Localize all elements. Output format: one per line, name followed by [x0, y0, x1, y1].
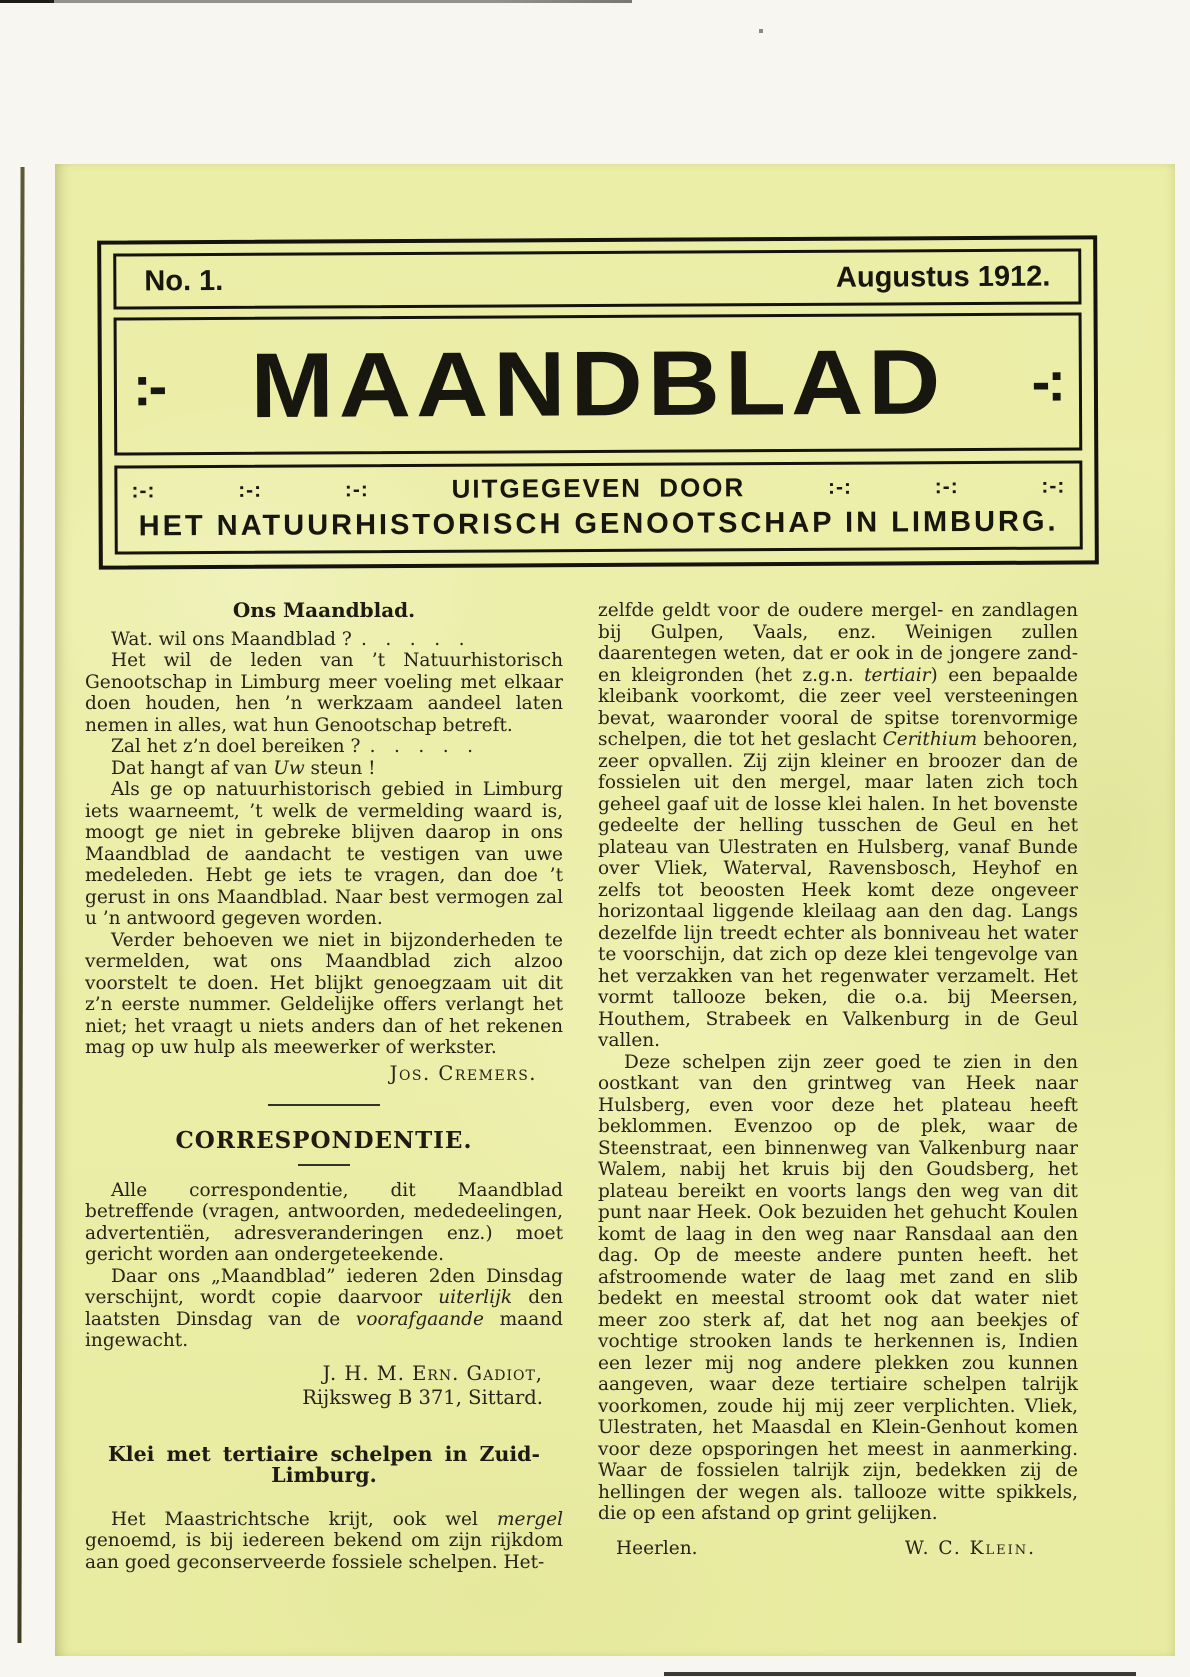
- issue-date: Augustus 1912.: [835, 260, 1051, 294]
- title-box: [114, 312, 1083, 455]
- masthead: [97, 235, 1099, 569]
- column-left: [85, 600, 563, 1573]
- article1-signature: Jos. Cremers.: [389, 1061, 537, 1085]
- publisher-ornament: :-:: [934, 474, 959, 498]
- paragraph: Wat. wil ons Maandblad ? . . . . .: [111, 628, 465, 650]
- publisher-ornament: :-:: [131, 478, 156, 502]
- paragraph: Het wil de leden van ’t Natuurhistorisch Genootschap in Limburg meer voeling met elkaar doen houden, hen ’n werkzaam aandeel laten nemen in alles, wat hun Genootschap betreft.: [85, 650, 563, 736]
- publisher-ornament: :-:: [344, 477, 369, 501]
- article3-body: [85, 1509, 563, 1574]
- paragraph: Als ge op natuurhistorisch gebied in Limburg iets waarneemt, ’t welk de vermelding waard is, moogt ge niet in gebreke blijven daarop in ons Maandblad de aandacht te vestigen van uwe medeleden. Hebt ge iets te vragen, dan doe ’t gerust in ons Maandblad. Naar best vermogen zal u ’n antwoord gegeven worden.: [85, 779, 563, 929]
- ornament-left: :-: [132, 354, 165, 418]
- publisher-line1: UITGEGEVEN DOOR: [451, 472, 746, 504]
- scan-left-edge-line: [17, 167, 24, 1643]
- publisher-line2: HET NATUURHISTORISCH GENOOTSCHAP IN LIMBURG.: [138, 505, 1059, 543]
- masthead-title: MAANDBLAD: [250, 330, 946, 438]
- paragraph: Daar ons „Maandblad” iederen 2den Dinsdag verschijnt, wordt copie daarvoor uiterlijk den laatsten Dinsdag van de voorafgaande maand ingewacht.: [85, 1265, 563, 1351]
- publisher-box: [114, 460, 1082, 554]
- publisher-ornament: :-:: [238, 478, 263, 502]
- paragraph: Alle correspondentie, dit Maandblad betreffende (vragen, antwoorden, mededeelingen, advertentiën, adresveranderingen enz.) moet gericht worden aan ondergeteekende.: [85, 1179, 563, 1265]
- ornament-right: -:: [1031, 349, 1064, 413]
- footer-author: W. C. Klein.: [904, 1537, 1036, 1559]
- article2-signature: [85, 1362, 563, 1410]
- signature-address: Rijksweg B 371, Sittard.: [302, 1385, 543, 1409]
- article1-heading: Ons Maandblad.: [232, 598, 416, 622]
- scan-top-edge-line: [0, 0, 632, 3]
- article3-heading: Klei met tertiaire schelpen in Zuid-Limburg.: [107, 1441, 541, 1487]
- scan-speckles: [0, 0, 2, 2]
- issue-number: No. 1.: [144, 264, 224, 297]
- signature-name: J. H. M. Ern. Gadiot,: [322, 1361, 543, 1385]
- paragraph: Dat hangt af van Uw steun !: [111, 757, 376, 779]
- publisher-ornament: :-:: [827, 475, 853, 499]
- article-footer: [598, 1538, 1078, 1560]
- article2-body: [85, 1180, 563, 1352]
- section-divider: [268, 1104, 380, 1106]
- paragraph: Zal het z’n doel bereiken ? . . . . .: [111, 736, 474, 757]
- article2-heading: CORRESPONDENTIE.: [175, 1127, 473, 1154]
- paragraph: zelfde geldt voor de oudere mergel- en zandlagen bij Gulpen, Vaals, enz. Weinigen zullen daarentegen weten, dat er ook in de jongere zand- en kleigronden (het z.g.n. tertiair) een bepaalde kleibank voorkomt, die zeer veel versteeningen bevat, waaronder vooral de spitse torenvormige schelpen, die tot het geslacht Cerithium behooren, zeer opvallen. Zij zijn kleiner en broozer dan de fossielen uit den mergel, maar laten zich toch geheel gaaf uit de losse klei halen. In het bovenste gedeelte der helling tusschen de Geul en het plateau van Ulestraten en Hulsberg, vanaf Bunde over Vliek, Waterval, Ravensbosch, Heyhof en zelfs tot beoosten Heek komt deze ongeveer horizontaal liggende kleilaag aan den dag. Langs dezelfde lijn treedt echter als bonniveau het water te voorschijn, dat zich op deze klei tengevolge van het verzakken van het regenwater verzamelt. Het vormt tallooze beken, die o.a. bij Meersen, Houthem, Strabeek en Valkenburg in de Geul vallen.: [598, 600, 1079, 1051]
- scan-bottom-edge-line: [664, 1672, 1136, 1676]
- publisher-row: [131, 471, 1065, 507]
- right-column-body: [598, 600, 1078, 1525]
- paragraph: Verder behoeven we niet in bijzonderheden te vermelden, wat ons Maandblad zich alzoo voorstelt te doen. Het blijkt genoegzaam uit dit z’n eerste nummer. Geldelijke offers verlangt het niet; het vraagt u niets anders dan of het rekenen mag op uw hulp als meewerker of werkster.: [85, 929, 563, 1058]
- publisher-ornament: :-:: [1041, 474, 1066, 498]
- paragraph: Het Maastrichtsche krijt, ook wel mergel genoemd, is bij iedereen bekend om zijn rijkdom aan goed geconserveerde fossiele schelpen. Het-: [85, 1508, 563, 1573]
- column-right: [598, 600, 1078, 1559]
- paper: [55, 164, 1175, 1656]
- paragraph: Deze schelpen zijn zeer goed te zien in den oostkant van den grintweg van Heek naar Hulsberg, even voor deze het plateau heeft beklommen. Evenzoo op de plek, waar de Steenstraat, een binnenweg van Valkenburg naar Walem, nabij het kruis bij den Goudsberg, het plateau bereikt en voorts langs den weg van dit punt naar Heek. Ook bezuiden het gehucht Koulen komt de laag in den weg naar Ransdaal aan den dag. Op de meeste andere punten heeft. het afstroomende water de laag met zand en slib bedekt en meestal stroomt ook dat water niet meer zoo sterk af, dat het nog aan beekjes of vochtige strooken lands te herkennen is, Indien een lezer mij nog andere plekken zou kunnen aangeven, waar deze tertiaire schelpen talrijk voorkomen, zoude hij mij zeer verplichten. Vliek, Ulestraten, het Maasdal en Klein-Genhout komen voor deze opsporingen het meest in aanmerking. Waar de fossielen talrijk zijn, bedekken zij de hellingen der wegen als. tallooze witte spikkels, die op een afstand op grint gelijken.: [598, 1051, 1078, 1524]
- article1-body: [85, 629, 563, 1059]
- heading-divider: [298, 1164, 350, 1166]
- issue-box: [113, 248, 1081, 309]
- footer-place: Heerlen.: [616, 1537, 698, 1559]
